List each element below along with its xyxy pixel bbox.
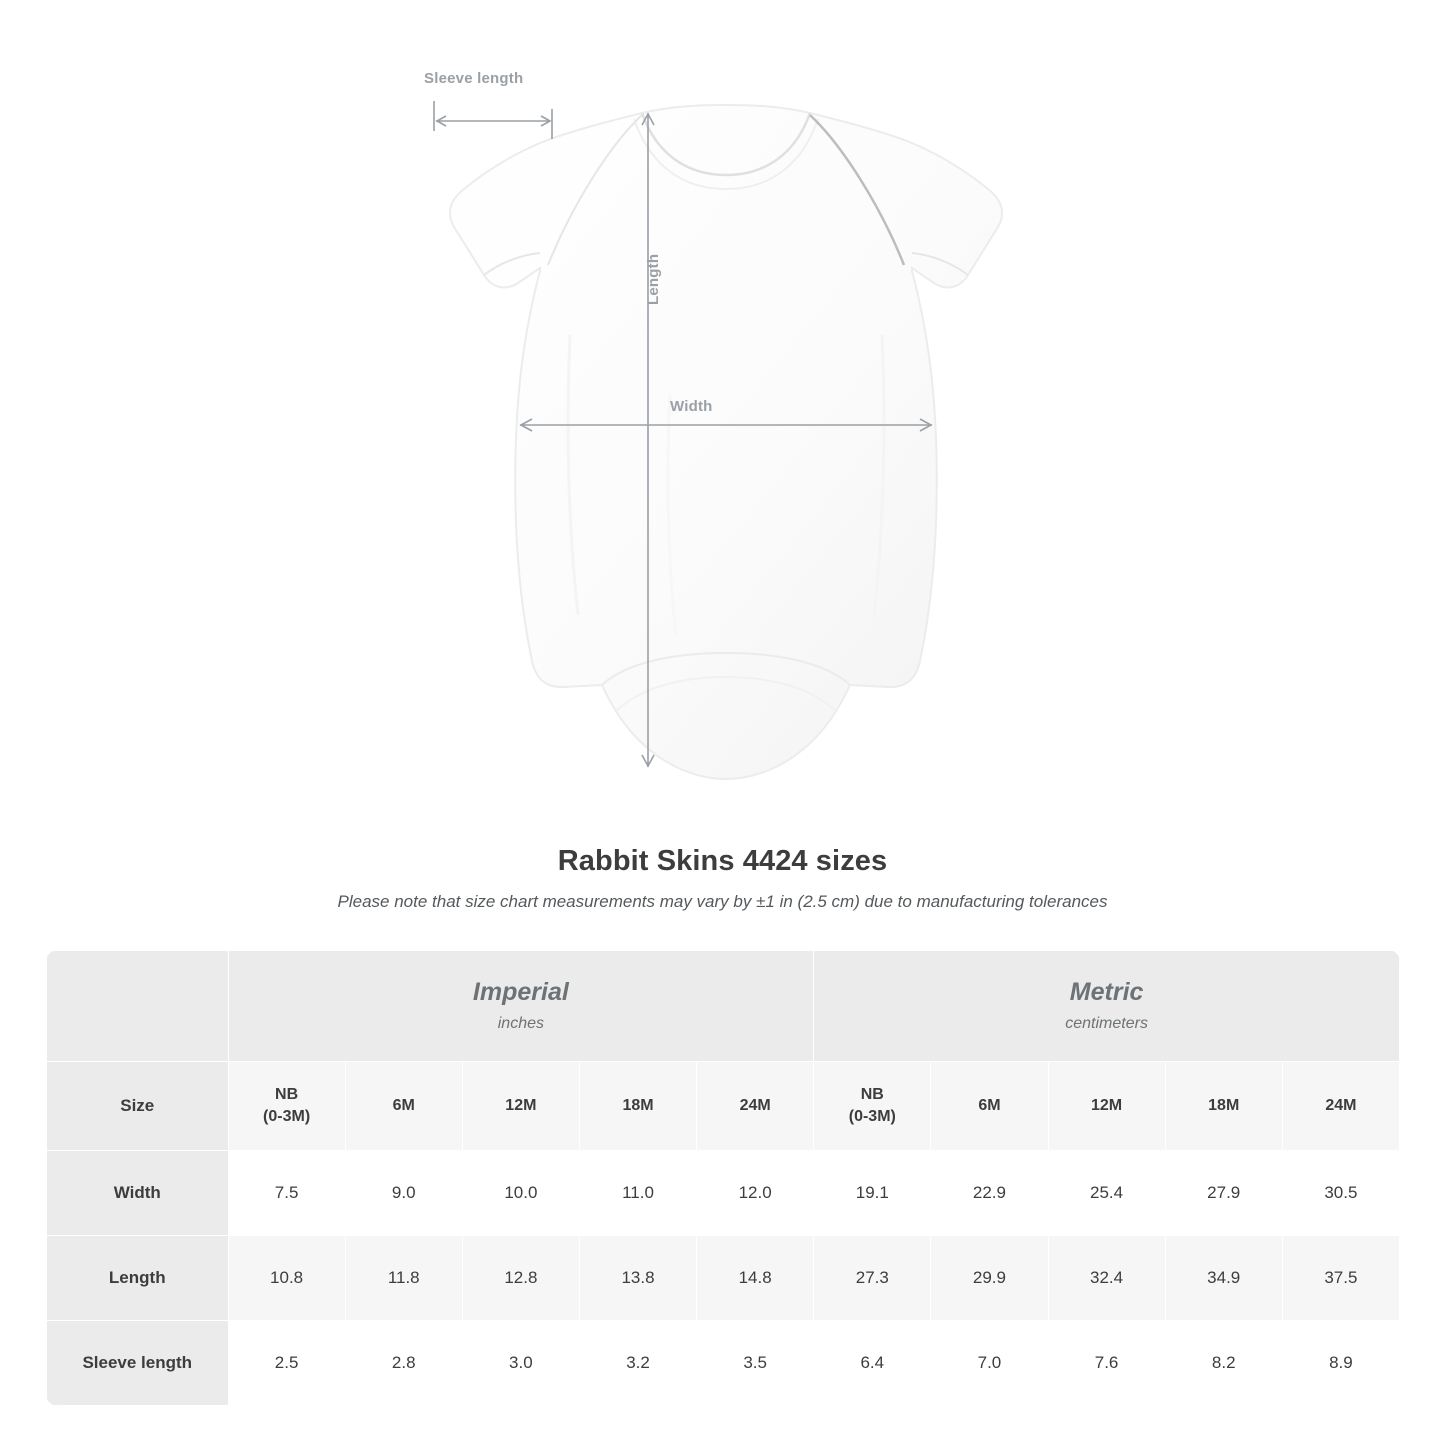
col-header-7: 12M — [1048, 1062, 1165, 1151]
cell-length-8: 34.9 — [1165, 1236, 1282, 1321]
cell-length-7: 32.4 — [1048, 1236, 1165, 1321]
row-label-sleeve-length: Sleeve length — [47, 1321, 229, 1406]
cell-sleeve-8: 8.2 — [1165, 1321, 1282, 1406]
width-label: Width — [670, 398, 713, 415]
table-row — [47, 1236, 1400, 1321]
column-header-row — [47, 1062, 1400, 1151]
unit-header-spacer — [47, 951, 229, 1062]
cell-width-9: 30.5 — [1282, 1151, 1399, 1236]
cell-sleeve-6: 7.0 — [931, 1321, 1048, 1406]
cell-width-7: 25.4 — [1048, 1151, 1165, 1236]
bodysuit-graphic — [420, 95, 1030, 795]
unit-group-metric-name: Metric — [1069, 978, 1144, 1007]
cell-width-5: 19.1 — [814, 1151, 931, 1236]
table-row — [47, 1151, 1400, 1236]
col-header-5-line2: (0-3M) — [848, 1108, 896, 1125]
unit-group-metric — [814, 951, 1400, 1062]
unit-group-imperial — [228, 951, 814, 1062]
col-header-5 — [814, 1062, 931, 1151]
cell-length-0: 10.8 — [228, 1236, 345, 1321]
cell-sleeve-7: 7.6 — [1048, 1321, 1165, 1406]
page-title: Rabbit Skins 4424 sizes — [557, 845, 888, 877]
col-header-3: 18M — [579, 1062, 696, 1151]
unit-group-imperial-name: Imperial — [472, 978, 569, 1007]
cell-width-1: 9.0 — [345, 1151, 462, 1236]
cell-length-5: 27.3 — [814, 1236, 931, 1321]
col-header-2: 12M — [462, 1062, 579, 1151]
title-block — [0, 845, 1445, 912]
col-header-0-line1: NB — [275, 1086, 299, 1104]
col-header-6: 6M — [931, 1062, 1048, 1151]
cell-width-4: 12.0 — [697, 1151, 814, 1236]
cell-length-3: 13.8 — [579, 1236, 696, 1321]
cell-width-2: 10.0 — [462, 1151, 579, 1236]
unit-header-row — [47, 951, 1400, 1062]
table-row — [47, 1321, 1400, 1406]
col-header-9: 24M — [1282, 1062, 1399, 1151]
cell-length-1: 11.8 — [345, 1236, 462, 1321]
col-header-0-line2: (0-3M) — [263, 1108, 311, 1125]
row-label-length: Length — [47, 1236, 229, 1321]
cell-length-2: 12.8 — [462, 1236, 579, 1321]
cell-width-3: 11.0 — [579, 1151, 696, 1236]
size-table — [46, 950, 1400, 1406]
size-table-wrapper — [46, 950, 1400, 1406]
cell-length-9: 37.5 — [1282, 1236, 1399, 1321]
sleeve-length-arrow — [434, 101, 552, 139]
row-label-width: Width — [47, 1151, 229, 1236]
col-header-5-line1: NB — [860, 1086, 884, 1104]
col-header-4: 24M — [697, 1062, 814, 1151]
cell-sleeve-0: 2.5 — [228, 1321, 345, 1406]
cell-sleeve-2: 3.0 — [462, 1321, 579, 1406]
unit-group-metric-sub: centimeters — [1065, 1014, 1148, 1032]
unit-group-imperial-sub: inches — [497, 1014, 544, 1032]
col-header-0 — [228, 1062, 345, 1151]
cell-sleeve-4: 3.5 — [697, 1321, 814, 1406]
cell-sleeve-3: 3.2 — [579, 1321, 696, 1406]
cell-sleeve-1: 2.8 — [345, 1321, 462, 1406]
length-label: Length — [645, 253, 662, 305]
cell-width-6: 22.9 — [931, 1151, 1048, 1236]
cell-width-8: 27.9 — [1165, 1151, 1282, 1236]
bodysuit-icon — [420, 95, 1030, 795]
col-header-8: 18M — [1165, 1062, 1282, 1151]
cell-sleeve-9: 8.9 — [1282, 1321, 1399, 1406]
cell-length-4: 14.8 — [697, 1236, 814, 1321]
cell-length-6: 29.9 — [931, 1236, 1048, 1321]
cell-sleeve-5: 6.4 — [814, 1321, 931, 1406]
sleeve-length-label: Sleeve length — [424, 70, 524, 87]
col-header-1: 6M — [345, 1062, 462, 1151]
tolerance-note: Please note that size chart measurements may vary by ±1 in (2.5 cm) due to manufacturing tolerances — [337, 892, 1108, 911]
row-header-size: Size — [47, 1062, 229, 1151]
cell-width-0: 7.5 — [228, 1151, 345, 1236]
